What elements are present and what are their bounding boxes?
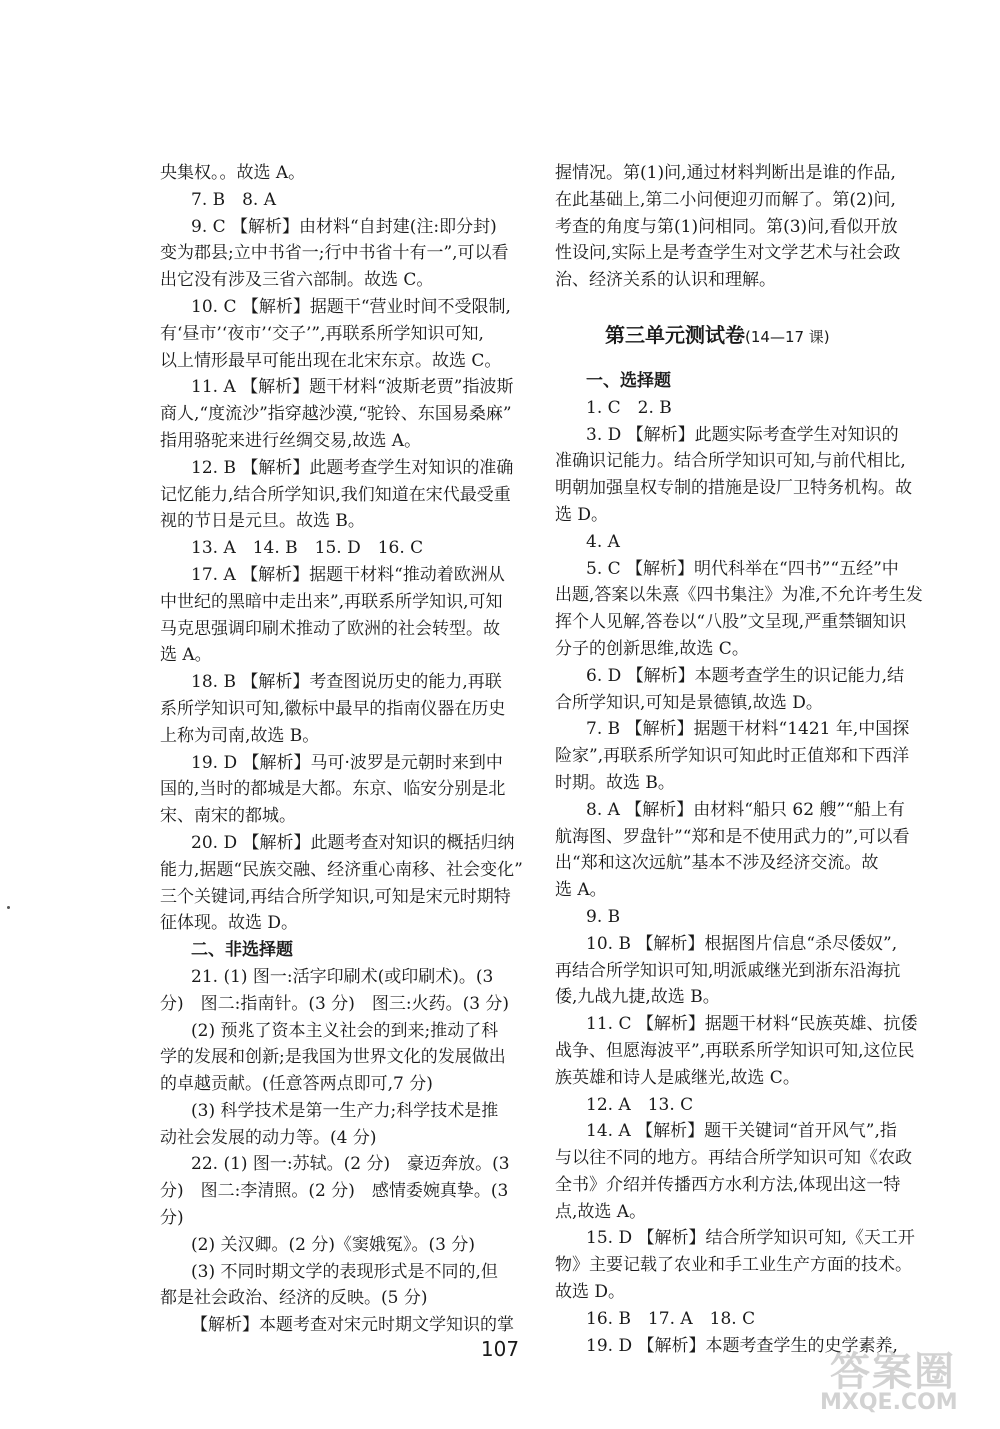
text-line: 点,故选 A。 [555, 1201, 647, 1222]
text-line: 1. C 2. B [586, 397, 672, 418]
text-line: 15. D 【解析】结合所学知识可知,《天工开 [586, 1228, 915, 1249]
text-line: 4. A [586, 531, 620, 552]
text-line: 全书》介绍并传播西方水利方法,体现出这一特 [555, 1174, 901, 1195]
text-line: 3. D 【解析】此题实际考查学生对知识的 [586, 424, 899, 445]
text-line: 分) [160, 1208, 184, 1229]
text-line: 上称为司南,故选 B。 [160, 725, 320, 746]
text-line: 10. B 【解析】根据图片信息“杀尽倭奴”, [586, 933, 898, 954]
right-column-continuation [555, 160, 930, 294]
text-line: 分) 图二:指南针。(3 分) 图三:火药。(3 分) [160, 993, 510, 1014]
text-line: 5. C 【解析】明代科举在“四书”“五经”中 [586, 558, 899, 579]
text-line: (3) 科学技术是第一生产力;科学技术是推 [191, 1100, 499, 1121]
text-line: (2) 关汉卿。(2 分)《窦娥冤》。(3 分) [191, 1234, 475, 1255]
text-line: 倭,九战九捷,故选 B。 [555, 987, 720, 1008]
right-column-answers [555, 368, 930, 1359]
text-line: 指用骆驼来进行丝绸交易,故选 A。 [160, 430, 422, 451]
text-line: 视的节日是元旦。故选 B。 [160, 511, 365, 532]
text-line: 三个关键词,再结合所学知识,可知是宋元时期特 [160, 886, 511, 907]
text-line: 记忆能力,结合所学知识,我们知道在宋代最受重 [160, 484, 511, 505]
text-line: 22. (1) 图一:苏轼。(2 分) 豪迈奔放。(3 [191, 1154, 510, 1175]
section-heading: 一、选择题 [586, 370, 671, 391]
text-line: 考查的角度与第(1)问相同。第(3)问,看似开放 [555, 216, 898, 237]
text-line: 出它没有涉及三省六部制。故选 C。 [160, 270, 434, 291]
text-line: 险家”,再联系所学知识可知此时正值郑和下西洋 [555, 746, 910, 767]
text-line: 马克思强调印刷术推动了欧洲的社会转型。故 [160, 618, 500, 639]
section-title [555, 318, 930, 354]
text-line: 7. B 【解析】据题干材料“1421 年,中国探 [586, 719, 910, 740]
text-line: 16. B 17. A 18. C [586, 1308, 756, 1329]
text-line: 6. D 【解析】本题考查学生的识记能力,结 [586, 665, 905, 686]
text-line: 故选 D。 [555, 1282, 626, 1303]
text-line: 13. A 14. B 15. D 16. C [191, 538, 424, 559]
text-line: 动社会发展的动力等。(4 分) [160, 1127, 377, 1148]
text-line: 9. C 【解析】由材料“自封建(注:即分封) [191, 216, 497, 237]
text-line: 【解析】本题考查对宋元时期文学知识的掌 [191, 1315, 514, 1336]
text-line: 11. A 【解析】题干材料“波斯老贾”指波斯 [191, 377, 514, 398]
text-line: 中世纪的黑暗中走出来”,再联系所学知识,可知 [160, 591, 503, 612]
text-line: 征体现。故选 D。 [160, 913, 299, 934]
text-line: 治、经济关系的认识和理解。 [555, 270, 776, 291]
text-line: 学的发展和创新;是我国为世界文化的发展做出 [160, 1047, 506, 1068]
text-line: 挥个人见解,答卷以“八股”文呈现,严重禁锢知识 [555, 612, 907, 633]
text-line: 时期。故选 B。 [555, 772, 675, 793]
text-line: 10. C 【解析】据题干“营业时间不受限制, [191, 296, 511, 317]
text-line: 20. D 【解析】此题考查对知识的概括归纳 [191, 832, 515, 853]
text-line: 国的,当时的都城是大都。东京、临安分别是北 [160, 779, 506, 800]
text-line: 选 D。 [555, 504, 609, 525]
text-line: 战争、但愿海波平”,再联系所学知识可知,这位民 [555, 1040, 915, 1061]
right-column [555, 160, 930, 1359]
text-line: 以上情形最早可能出现在北宋东京。故选 C。 [160, 350, 502, 371]
text-line: 再结合所学知识可知,明派戚继光到浙东沿海抗 [555, 960, 901, 981]
text-line: 分子的创新思维,故选 C。 [555, 638, 749, 659]
text-line: 出“郑和这次远航”基本不涉及经济交流。故 [555, 853, 879, 874]
text-line: 商人,“度流沙”指穿越沙漠,“驼铃、东国易桑麻” [160, 404, 512, 425]
text-line: 分) 图二:李清照。(2 分) 感情委婉真挚。(3 [160, 1181, 509, 1202]
text-line: 央集权。。故选 A。 [160, 163, 306, 183]
text-line: 系所学知识可知,徽标中最早的指南仪器在历史 [160, 698, 506, 719]
margin-speck [7, 906, 10, 909]
text-line: 21. (1) 图一:活字印刷术(或印刷术)。(3 [191, 966, 494, 987]
text-line: 族英雄和诗人是戚继光,故选 C。 [555, 1067, 800, 1088]
text-line: 8. A 【解析】由材料“船只 62 艘”“船上有 [586, 799, 905, 820]
text-line: 的卓越贡献。(任意答两点即可,7 分) [160, 1074, 433, 1095]
text-line: 与以往不同的地方。再结合所学知识可知《农政 [555, 1148, 912, 1169]
section-title-main: 第三单元测试卷 [605, 322, 745, 347]
text-line: 11. C 【解析】据题干材料“民族英雄、抗倭 [586, 1014, 918, 1035]
section-title-sub: (14—17 课) [745, 327, 830, 346]
text-line: 9. B [586, 906, 621, 927]
text-line: 握情况。第(1)问,通过材料判断出是谁的作品, [555, 163, 896, 183]
text-line: 出题,答案以朱熹《四书集注》为准,不允许考生发 [555, 585, 923, 606]
text-line: 明朝加强皇权专制的措施是设厂卫特务机构。故 [555, 478, 912, 499]
text-line: 17. A 【解析】据题干材料“推动着欧洲从 [191, 564, 505, 585]
text-line: 14. A 【解析】题干关键词“首开风气”,指 [586, 1121, 897, 1142]
text-line: 能力,据题“民族交融、经济重心南移、社会变化” [160, 859, 523, 880]
watermark-top-text: 答案圈 [830, 1349, 956, 1395]
section-heading: 二、非选择题 [191, 940, 293, 961]
text-line: 物》主要记载了农业和手工业生产方面的技术。 [555, 1255, 912, 1276]
text-line: 19. D 【解析】马可·波罗是元朝时来到中 [191, 752, 503, 773]
text-line: 性设问,实际上是考查学生对文学艺术与社会政 [555, 243, 901, 264]
text-line: 选 A。 [555, 880, 607, 901]
text-line: 选 A。 [160, 645, 212, 666]
text-line: 在此基础上,第二小问便迎刃而解了。第(2)问, [555, 189, 896, 210]
text-line: 宋、南宋的都城。 [160, 806, 296, 827]
text-line: 准确识记能力。结合所学知识可知,与前代相比, [555, 451, 906, 472]
text-line: 7. B 8. A [191, 189, 277, 210]
text-line: 航海图、罗盘针”“郑和是不使用武力的”,可以看 [555, 826, 910, 847]
watermark-bottom-text: MXQE.COM [820, 1390, 958, 1415]
text-line: 12. B 【解析】此题考查学生对知识的准确 [191, 457, 514, 478]
text-line: 19. D 【解析】本题考查学生的史学素养, [586, 1335, 898, 1356]
text-line: (3) 不同时期文学的表现形式是不同的,但 [191, 1261, 498, 1282]
text-line: 合所学知识,可知是景德镇,故选 D。 [555, 692, 823, 713]
page-number: 107 [480, 1337, 520, 1361]
text-line: 都是社会政治、经济的反映。(5 分) [160, 1288, 428, 1309]
text-line: 有‘昼市’‘夜市’‘交子’”,再联系所学知识可知, [160, 323, 484, 344]
text-line: 18. B 【解析】考查图说历史的能力,再联 [191, 672, 502, 693]
text-line: 12. A 13. C [586, 1094, 694, 1115]
text-line: 变为郡县;立中书省一;行中书省十有一”,可以看 [160, 243, 509, 264]
text-line: (2) 预兆了资本主义社会的到来;推动了科 [191, 1020, 499, 1041]
left-column [160, 160, 535, 1339]
watermark-logo [820, 1340, 980, 1420]
